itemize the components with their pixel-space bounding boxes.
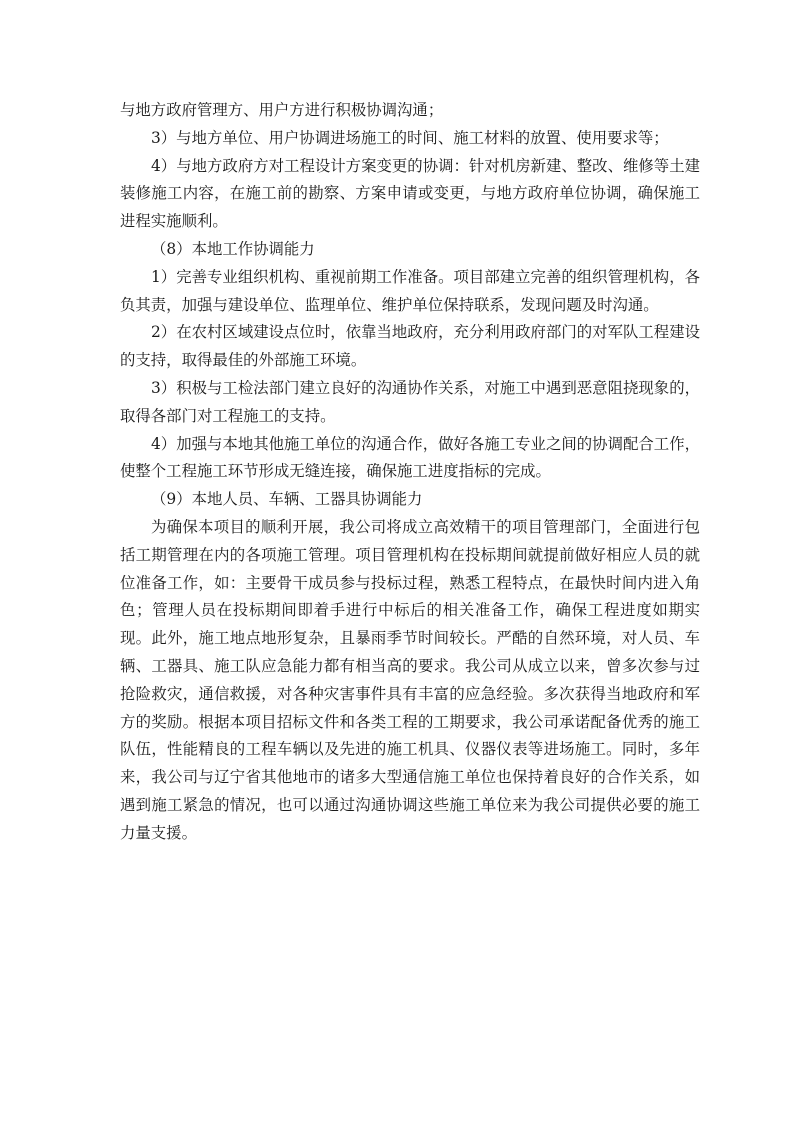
section-heading-9: （9）本地人员、车辆、工器具协调能力: [151, 490, 423, 509]
paragraph-8-item-3: 3）积极与工检法部门建立良好的沟通协作关系，对施工中遇到恶意阻挠现象的，取得各部门对工程施工的支持。: [120, 378, 700, 425]
document-body: [120, 97, 700, 848]
paragraph-9-body: 为确保本项目的顺利开展，我公司将成立高效精干的项目管理部门，全面进行包括工期管理在内的各项施工管理。项目管理机构在投标期间就提前做好相应人员的就位准备工作，如：主要骨干成员参与投标过程，熟悉工程特点，在最快时间内进入角色；管理人员在投标期间即着手进行中标后的相关准备工作，确保工程进度如期实现。此外，施工地点地形复杂，且暴雨季节时间较长。严酷的自然环境，对人员、车辆、工器具、施工队应急能力都有相当高的要求。我公司从成立以来，曾多次参与过抢险救灾，通信救援，对各种灾害事件具有丰富的应急经验。多次获得当地政府和军方的奖励。根据本项目招标文件和各类工程的工期要求，我公司承诺配备优秀的施工队伍，性能精良的工程车辆以及先进的施工机具、仪器仪表等进场施工。同时，多年来，我公司与辽宁省其他地市的诸多大型通信施工单位也保持着良好的合作关系，如遇到施工紧急的情况，也可以通过沟通协调这些施工单位来为我公司提供必要的施工力量支援。: [120, 517, 700, 842]
paragraph-8-item-2: 2）在农村区域建设点位时，依靠当地政府，充分利用政府部门的对军队工程建设的支持，取得最佳的外部施工环境。: [120, 323, 700, 370]
paragraph-item-4: 4）与地方政府方对工程设计方案变更的协调：针对机房新建、整改、维修等土建装修施工内容，在施工前的勘察、方案申请或变更，与地方政府单位协调，确保施工进程实施顺利。: [120, 156, 700, 231]
paragraph-8-item-4: 4）加强与本地其他施工单位的沟通合作，做好各施工专业之间的协调配合工作，使整个工程施工环节形成无缝连接，确保施工进度指标的完成。: [120, 434, 700, 481]
paragraph-8-item-1: 1）完善专业组织机构、重视前期工作准备。项目部建立完善的组织管理机构，各负其责，加强与建设单位、监理单位、维护单位保持联系，发现问题及时沟通。: [120, 267, 700, 314]
paragraph-continuation: 与地方政府管理方、用户方进行积极协调沟通；: [120, 101, 444, 119]
section-heading-8: （8）本地工作协调能力: [151, 239, 315, 258]
paragraph-item-3: 3）与地方单位、用户协调进场施工的时间、施工材料的放置、使用要求等；: [151, 128, 669, 147]
